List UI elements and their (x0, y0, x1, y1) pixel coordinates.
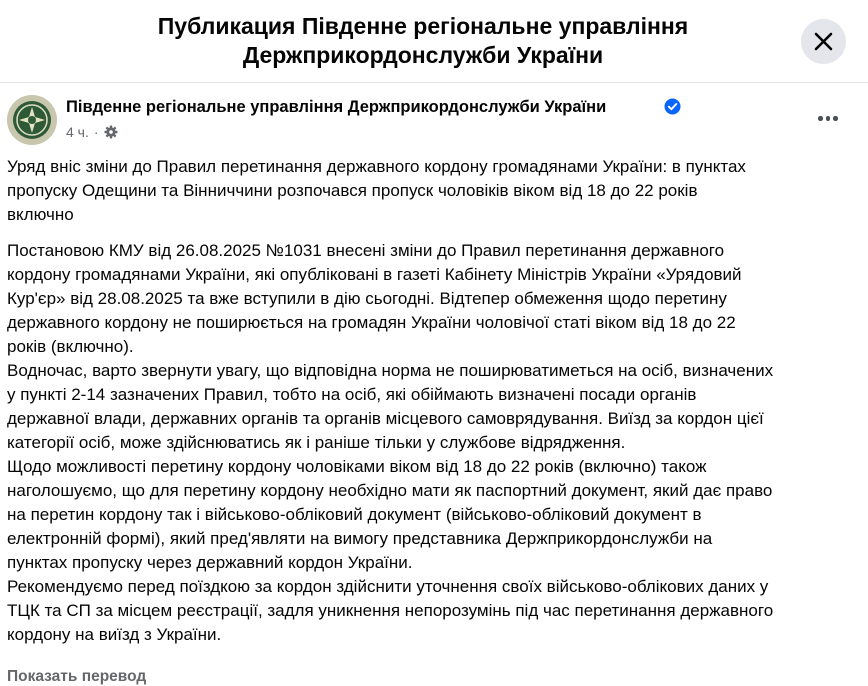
post-text (7, 155, 857, 647)
border-guard-emblem-icon (7, 95, 57, 145)
more-dots-icon (818, 116, 823, 121)
more-dot (833, 116, 838, 121)
dialog-title: Публикация Південне регіональне управління Держприкордонслужби України (157, 13, 689, 68)
post-meta (66, 124, 118, 140)
author-name[interactable]: Південне регіональне управління Держприкордонслужби України (66, 98, 607, 116)
close-icon (813, 31, 834, 52)
verified-badge-icon (664, 98, 681, 115)
show-translation-link[interactable]: Показать перевод (7, 668, 147, 685)
gear-icon[interactable] (104, 125, 118, 139)
post-header (0, 82, 868, 154)
post-time[interactable]: 4 ч. (66, 124, 89, 140)
more-dot (826, 116, 831, 121)
post-paragraph-headline: Уряд вніс зміни до Правил перетинання державного кордону громадянами України: в пунктах пропуску Одещини та Вінниччини розпочався пропуск чоловіків віком від 18 до 22 років включно (7, 157, 746, 224)
more-options-button[interactable] (806, 100, 850, 136)
post-paragraph-body: Постановою КМУ від 26.08.2025 №1031 внесені зміни до Правил перетинання державного кордону громадянами України, які опубліковані в газеті Кабінету Міністрів України «Урядовий Кур'єр» від 28.08.2025 та вже вступили в дію сьогодні. Відтепер обмеження щодо перетину державного кордону не поширюється на громадян України чоловічої статі віком від 18 до 22 років (включно). Водночас, варто звернути увагу, що відповідна норма не поширюватиметься на осіб, визначених у пункті 2-14 зазначених Правил, тобто на осіб, які обіймають визначені посади органів державної влади, державних органів та органів місцевого самоврядування. Виїзд за кордон цієї категорії осіб, може здійснюватись як і раніше тільки у службове відрядження. Щодо можливості перетину кордону чоловіками віком від 18 до 22 років (включно) також наголошуємо, що для перетину кордону необхідно мати як паспортний документ, який дає право на перетин кордону так і військово-обліковий документ (військово-обліковий документ в електронній формі), який пред'являти на вимогу представника Держприкордонслужби на пунктах пропуску через державний кордон України. Рекомендуємо перед поїздкою за кордон здійснити уточнення своїх військово-облікових даних у ТЦК та СП за місцем реєстрації, задля уникнення непорозумінь під час перетинання державного кордону на виїзд з України. (7, 241, 774, 644)
close-button[interactable] (801, 19, 846, 64)
dialog-header (0, 0, 868, 83)
avatar[interactable] (7, 95, 57, 145)
meta-separator: · (93, 124, 99, 140)
